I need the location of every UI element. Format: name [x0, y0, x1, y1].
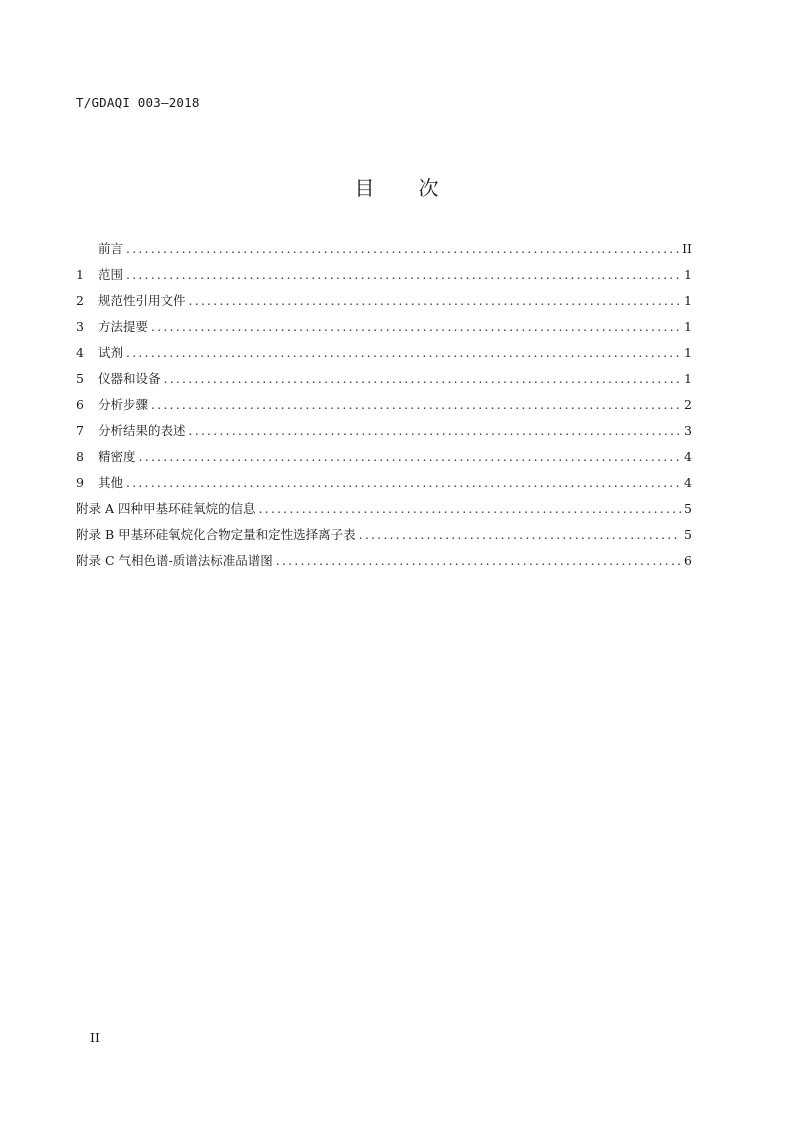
toc-label: 方法提要 — [98, 319, 149, 334]
toc-entry[interactable] — [76, 288, 692, 314]
toc-page-number: 5 — [684, 527, 692, 542]
toc-entry[interactable] — [76, 444, 692, 470]
toc-entry[interactable] — [76, 418, 692, 444]
toc-entry[interactable] — [76, 392, 692, 418]
toc-dot-leader — [126, 340, 681, 366]
toc-dot-leader — [126, 262, 681, 288]
toc-page-number: 6 — [684, 553, 692, 568]
toc-entry[interactable] — [76, 548, 692, 574]
toc-label: 分析结果的表述 — [98, 423, 186, 438]
toc-number: 9 — [76, 475, 84, 490]
toc-label: 试剂 — [98, 345, 124, 360]
toc-dot-leader — [126, 236, 679, 262]
toc-page-number: 1 — [684, 293, 692, 308]
toc-entry[interactable] — [76, 522, 692, 548]
toc-entry[interactable] — [76, 470, 692, 496]
toc-entry[interactable] — [76, 236, 692, 262]
toc-number: 4 — [76, 345, 84, 360]
toc-page-number: 1 — [684, 267, 692, 282]
toc-dot-leader — [126, 470, 681, 496]
toc-number: 7 — [76, 423, 84, 438]
toc-entry[interactable] — [76, 314, 692, 340]
table-of-contents — [76, 236, 692, 574]
toc-label: 前言 — [98, 241, 124, 256]
toc-label: 精密度 — [98, 449, 136, 464]
toc-dot-leader — [164, 366, 682, 392]
document-code: T/GDAQI 003—2018 — [76, 95, 200, 110]
toc-entry[interactable] — [76, 262, 692, 288]
toc-entry[interactable] — [76, 496, 692, 522]
footer-page-number: II — [90, 1030, 100, 1045]
toc-number: 2 — [76, 293, 84, 308]
toc-dot-leader — [151, 314, 681, 340]
toc-number: 5 — [76, 371, 84, 386]
toc-label: 仪器和设备 — [98, 371, 161, 386]
toc-page-number: 1 — [684, 371, 692, 386]
toc-page-number: 4 — [684, 475, 692, 490]
toc-page-number: 1 — [684, 345, 692, 360]
toc-dot-leader — [276, 548, 681, 574]
toc-label: 附录 B 甲基环硅氧烷化合物定量和定性选择离子表 — [76, 527, 356, 542]
toc-number: 8 — [76, 449, 84, 464]
toc-number: 6 — [76, 397, 84, 412]
toc-number: 1 — [76, 267, 84, 282]
toc-number: 3 — [76, 319, 84, 334]
toc-dot-leader — [189, 288, 682, 314]
toc-label: 规范性引用文件 — [98, 293, 186, 308]
toc-page-number: 4 — [684, 449, 692, 464]
toc-label: 附录 C 气相色谱-质谱法标准品谱图 — [76, 553, 273, 568]
toc-page-number: 2 — [684, 397, 692, 412]
toc-dot-leader — [258, 496, 681, 522]
toc-page-number: 5 — [684, 501, 692, 516]
toc-page-number: 1 — [684, 319, 692, 334]
toc-label: 分析步骤 — [98, 397, 149, 412]
toc-dot-leader — [139, 444, 682, 470]
toc-label: 附录 A 四种甲基环硅氧烷的信息 — [76, 501, 256, 516]
toc-label: 范围 — [98, 267, 124, 282]
toc-entry[interactable] — [76, 366, 692, 392]
toc-page-number: 3 — [684, 423, 692, 438]
toc-label: 其他 — [98, 475, 124, 490]
toc-page-number: II — [682, 241, 692, 256]
page-title: 目次 — [354, 176, 483, 200]
toc-entry[interactable] — [76, 340, 692, 366]
toc-dot-leader — [151, 392, 681, 418]
toc-dot-leader — [359, 522, 681, 548]
toc-dot-leader — [189, 418, 682, 444]
